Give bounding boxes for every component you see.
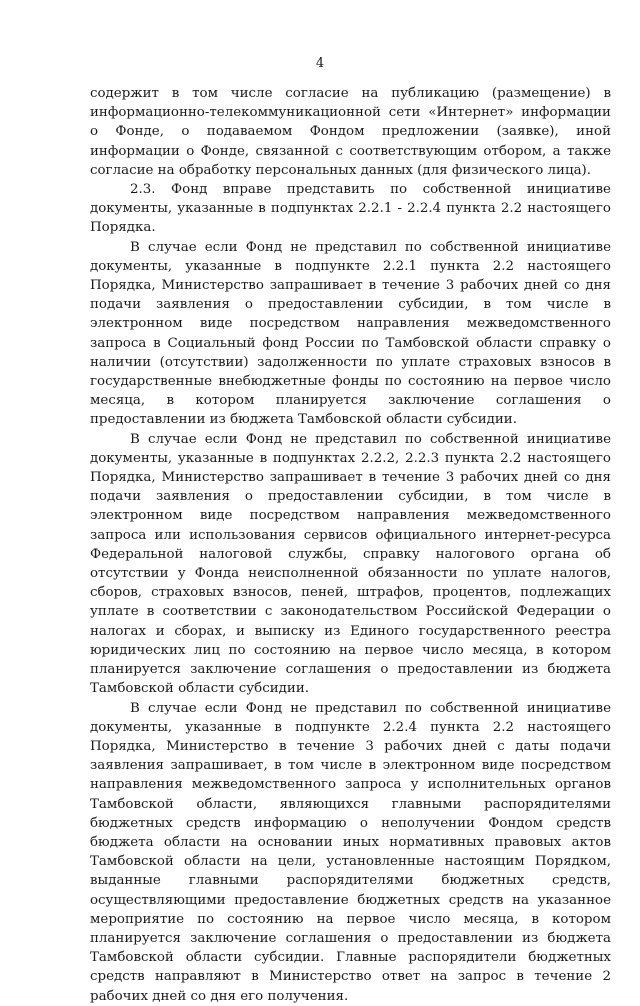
paragraph-consent-continued: содержит в том числе согласие на публикацию (размещение) в информационно-телекоммуникационной сети «Интернет» информации о Фонде, о подаваемом Фондом предложении (заявке), иной информации о Фонде, связанной с соответствующим отбором, а также согласие на обработку персональных данных (для физического лица). — [90, 86, 611, 178]
page-number: 4 — [315, 56, 325, 71]
paragraph-tax-service-request: В случае если Фонд не представил по собственной инициативе документы, указанные в подпунктах 2.2.2, 2.2.3 пункта 2.2 настоящего Порядка, Министерство запрашивает в течение 3 рабочих дней со дня подачи заявления о предоставлении субсидии, в том числе в электронном виде посредством направления межведомственного запроса или использования сервисов официального интернет-ресурса Федеральной налоговой службы, справку налогового органа об отсутствии у Фонда неисполненной обязанности по уплате налогов, сборов, страховых взносов, пеней, штрафов, процентов, подлежащих уплате в соответствии с законодательством Российской Федерации о налогах и сборах, и выписку из Единого государственного реестра юридических лиц по состоянию на первое число месяца, в котором планируется заключение соглашения о предоставлении из бюджета Тамбовской области субсидии. — [90, 431, 611, 697]
paragraph-pension-fund-request: В случае если Фонд не представил по собственной инициативе документы, указанные в подпункте 2.2.1 пункта 2.2 настоящего Порядка, Министерство запрашивает в течение 3 рабочих дней со дня подачи заявления о предоставлении субсидии, в том числе в электронном виде посредством направления межведомственного запроса в Социальный фонд России по Тамбовской области справку о наличии (отсутствии) задолженности по уплате страховых взносов в государственные внебюджетные фонды по состоянию на первое число месяца, в котором планируется заключение соглашения о предоставлении из бюджета Тамбовской области субсидии. — [90, 239, 611, 428]
paragraph-budget-funds-request: В случае если Фонд не представил по собственной инициативе документы, указанные в подпункте 2.2.4 пункта 2.2 настоящего Порядка, Министерство в течение 3 рабочих дней с даты подачи заявления запрашивает, в том числе в электронном виде посредством направления межведомственного запроса у исполнительных органов Тамбовской области, являющихся главными распорядителями бюджетных средств информацию о неполучении Фондом средств бюджета области на основании иных нормативных правовых актов Тамбовской области на цели, установленные настоящим Порядком, выданные главными распорядителями бюджетных средств, осуществляющими предоставление бюджетных средств на указанное мероприятие по состоянию на первое число месяца, в котором планируется заключение соглашения о предоставлении из бюджета Тамбовской области субсидии. Главные распорядители бюджетных средств направляют в Министерство ответ на запрос в течение 2 рабочих дней со дня его получения. — [90, 700, 611, 1004]
paragraph-2-3: 2.3. Фонд вправе представить по собственной инициативе документы, указанные в подпунктах 2.2.1 - 2.2.4 пункта 2.2 настоящего Порядка. — [90, 182, 611, 236]
document-body — [90, 84, 611, 1006]
